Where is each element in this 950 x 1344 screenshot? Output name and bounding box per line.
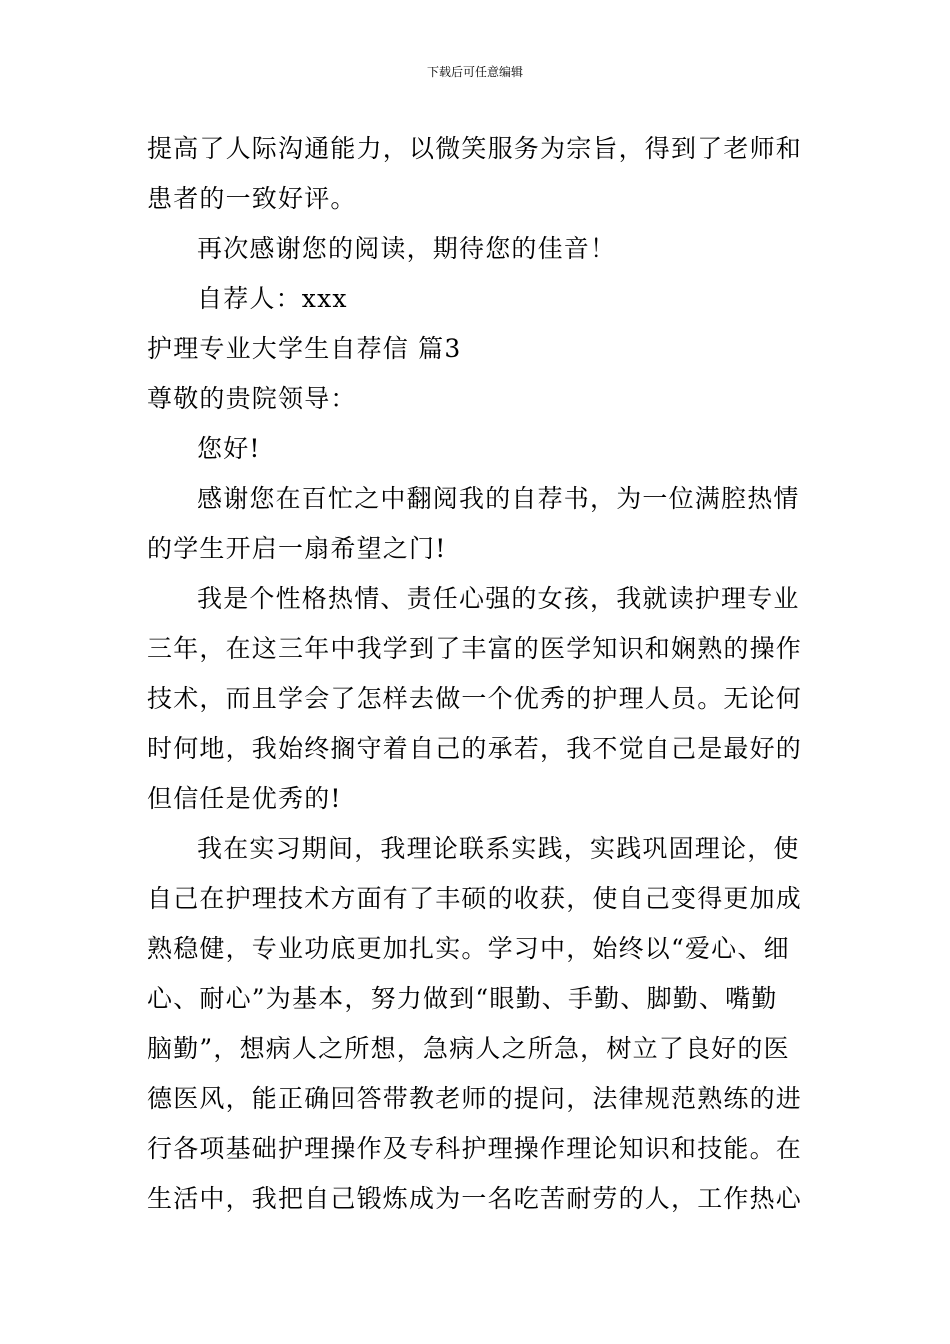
signature-line: 自荐人：xxx [197, 284, 348, 313]
paragraph-line: 我是个性格热情、责任心强的女孩，我就读护理专业 [197, 584, 800, 613]
paragraph-line: 熟稳健，专业功底更加扎实。学习中，始终以“爱心、细 [147, 934, 790, 963]
paragraph-line: 时何地，我始终搁守着自己的承若，我不觉自己是最好的 [147, 734, 803, 763]
section-title: 护理专业大学生自荐信 篇3 [147, 334, 462, 363]
paragraph-line: 我在实习期间，我理论联系实践，实践巩固理论，使 [197, 834, 800, 863]
page-header: 下载后可任意编辑 [426, 65, 523, 79]
paragraph-line: 生活中，我把自己锻炼成为一名吃苦耐劳的人，工作热心 [147, 1184, 803, 1213]
paragraph-line: 感谢您在百忙之中翻阅我的自荐书，为一位满腔热情 [197, 484, 800, 513]
paragraph-line: 提高了人际沟通能力，以微笑服务为宗旨，得到了老师和 [147, 134, 803, 163]
paragraph-line: 脑勤”，想病人之所想，急病人之所急，树立了良好的医 [147, 1034, 790, 1063]
paragraph-line: 三年，在这三年中我学到了丰富的医学知识和娴熟的操作 [147, 634, 803, 663]
paragraph-line: 行各项基础护理操作及专科护理操作理论知识和技能。在 [147, 1134, 803, 1163]
paragraph-line: 技术，而且学会了怎样去做一个优秀的护理人员。无论何 [147, 684, 803, 713]
paragraph-line: 德医风，能正确回答带教老师的提问，法律规范熟练的进 [147, 1084, 803, 1113]
paragraph-line: 患者的一致好评。 [147, 184, 357, 213]
paragraph-line: 但信任是优秀的! [147, 784, 342, 813]
greeting: 您好! [197, 434, 261, 463]
paragraph-line: 自己在护理技术方面有了丰硕的收获，使自己变得更加成 [147, 884, 803, 913]
paragraph-line: 的学生开启一扇希望之门! [147, 534, 447, 563]
paragraph-line: 心、耐心”为基本，努力做到“眼勤、手勤、脚勤、嘴勤 [147, 984, 778, 1013]
paragraph-line: 再次感谢您的阅读，期待您的佳音！ [197, 234, 617, 263]
salutation: 尊敬的贵院领导： [147, 384, 357, 413]
